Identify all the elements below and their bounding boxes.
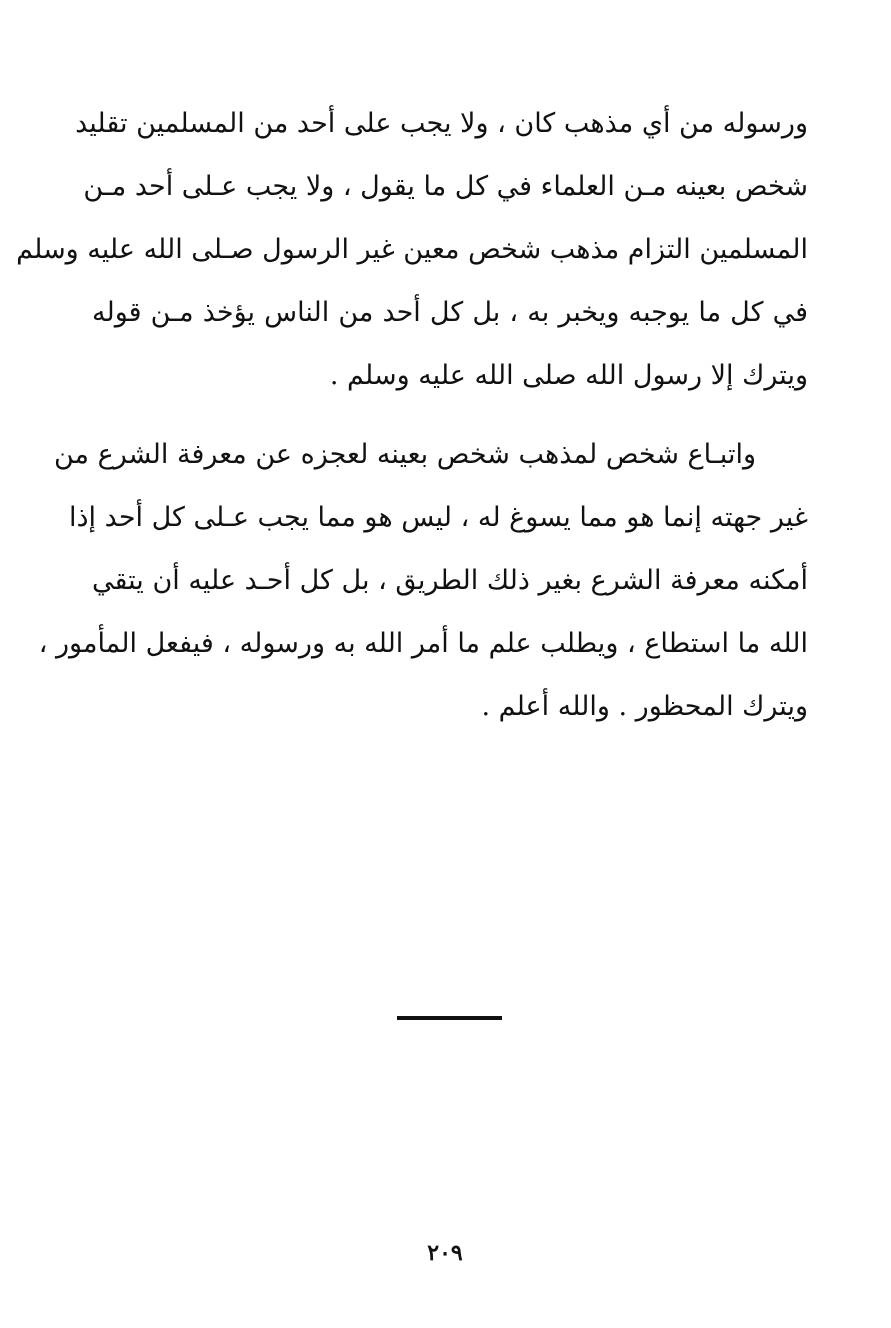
paragraph-line: في كل ما يوجبه ويخبر به ، بل كل أحد من الناس يؤخذ مـن قوله	[92, 297, 808, 328]
paragraph-line: أمكنه معرفة الشرع بغير ذلك الطريق ، بل كل أحـد عليه أن يتقي	[92, 565, 808, 596]
paragraph-line: غير جهته إنما هو مما يسوغ له ، ليس هو مما يجب عـلى كل أحد إذا	[69, 502, 808, 533]
paragraph-line: الله ما استطاع ، ويطلب علم ما أمر الله به ورسوله ، فيفعل المأمور ،	[38, 628, 808, 659]
paragraph-line: المسلمين التزام مذهب شخص معين غير الرسول صـلى الله عليه وسلم	[16, 234, 808, 265]
paragraph-line: شخص بعينه مـن العلماء في كل ما يقول ، ولا يجب عـلى أحد مـن	[83, 171, 808, 202]
paragraph-line: ورسوله من أي مذهب كان ، ولا يجب على أحد من المسلمين تقليد	[75, 108, 808, 139]
page-number: ٢٠٩	[427, 1240, 463, 1266]
paragraph-line: ويترك إلا رسول الله صلى الله عليه وسلم .	[329, 360, 808, 391]
paragraph-2	[38, 423, 808, 738]
section-divider	[397, 1016, 502, 1020]
paragraph-line: واتبـاع شخص لمذهب شخص بعينه لعجزه عن معرفة الشرع من	[53, 439, 756, 470]
paragraph-line: ويترك المحظور . والله أعلم .	[481, 691, 808, 722]
paragraph-1	[16, 92, 808, 407]
